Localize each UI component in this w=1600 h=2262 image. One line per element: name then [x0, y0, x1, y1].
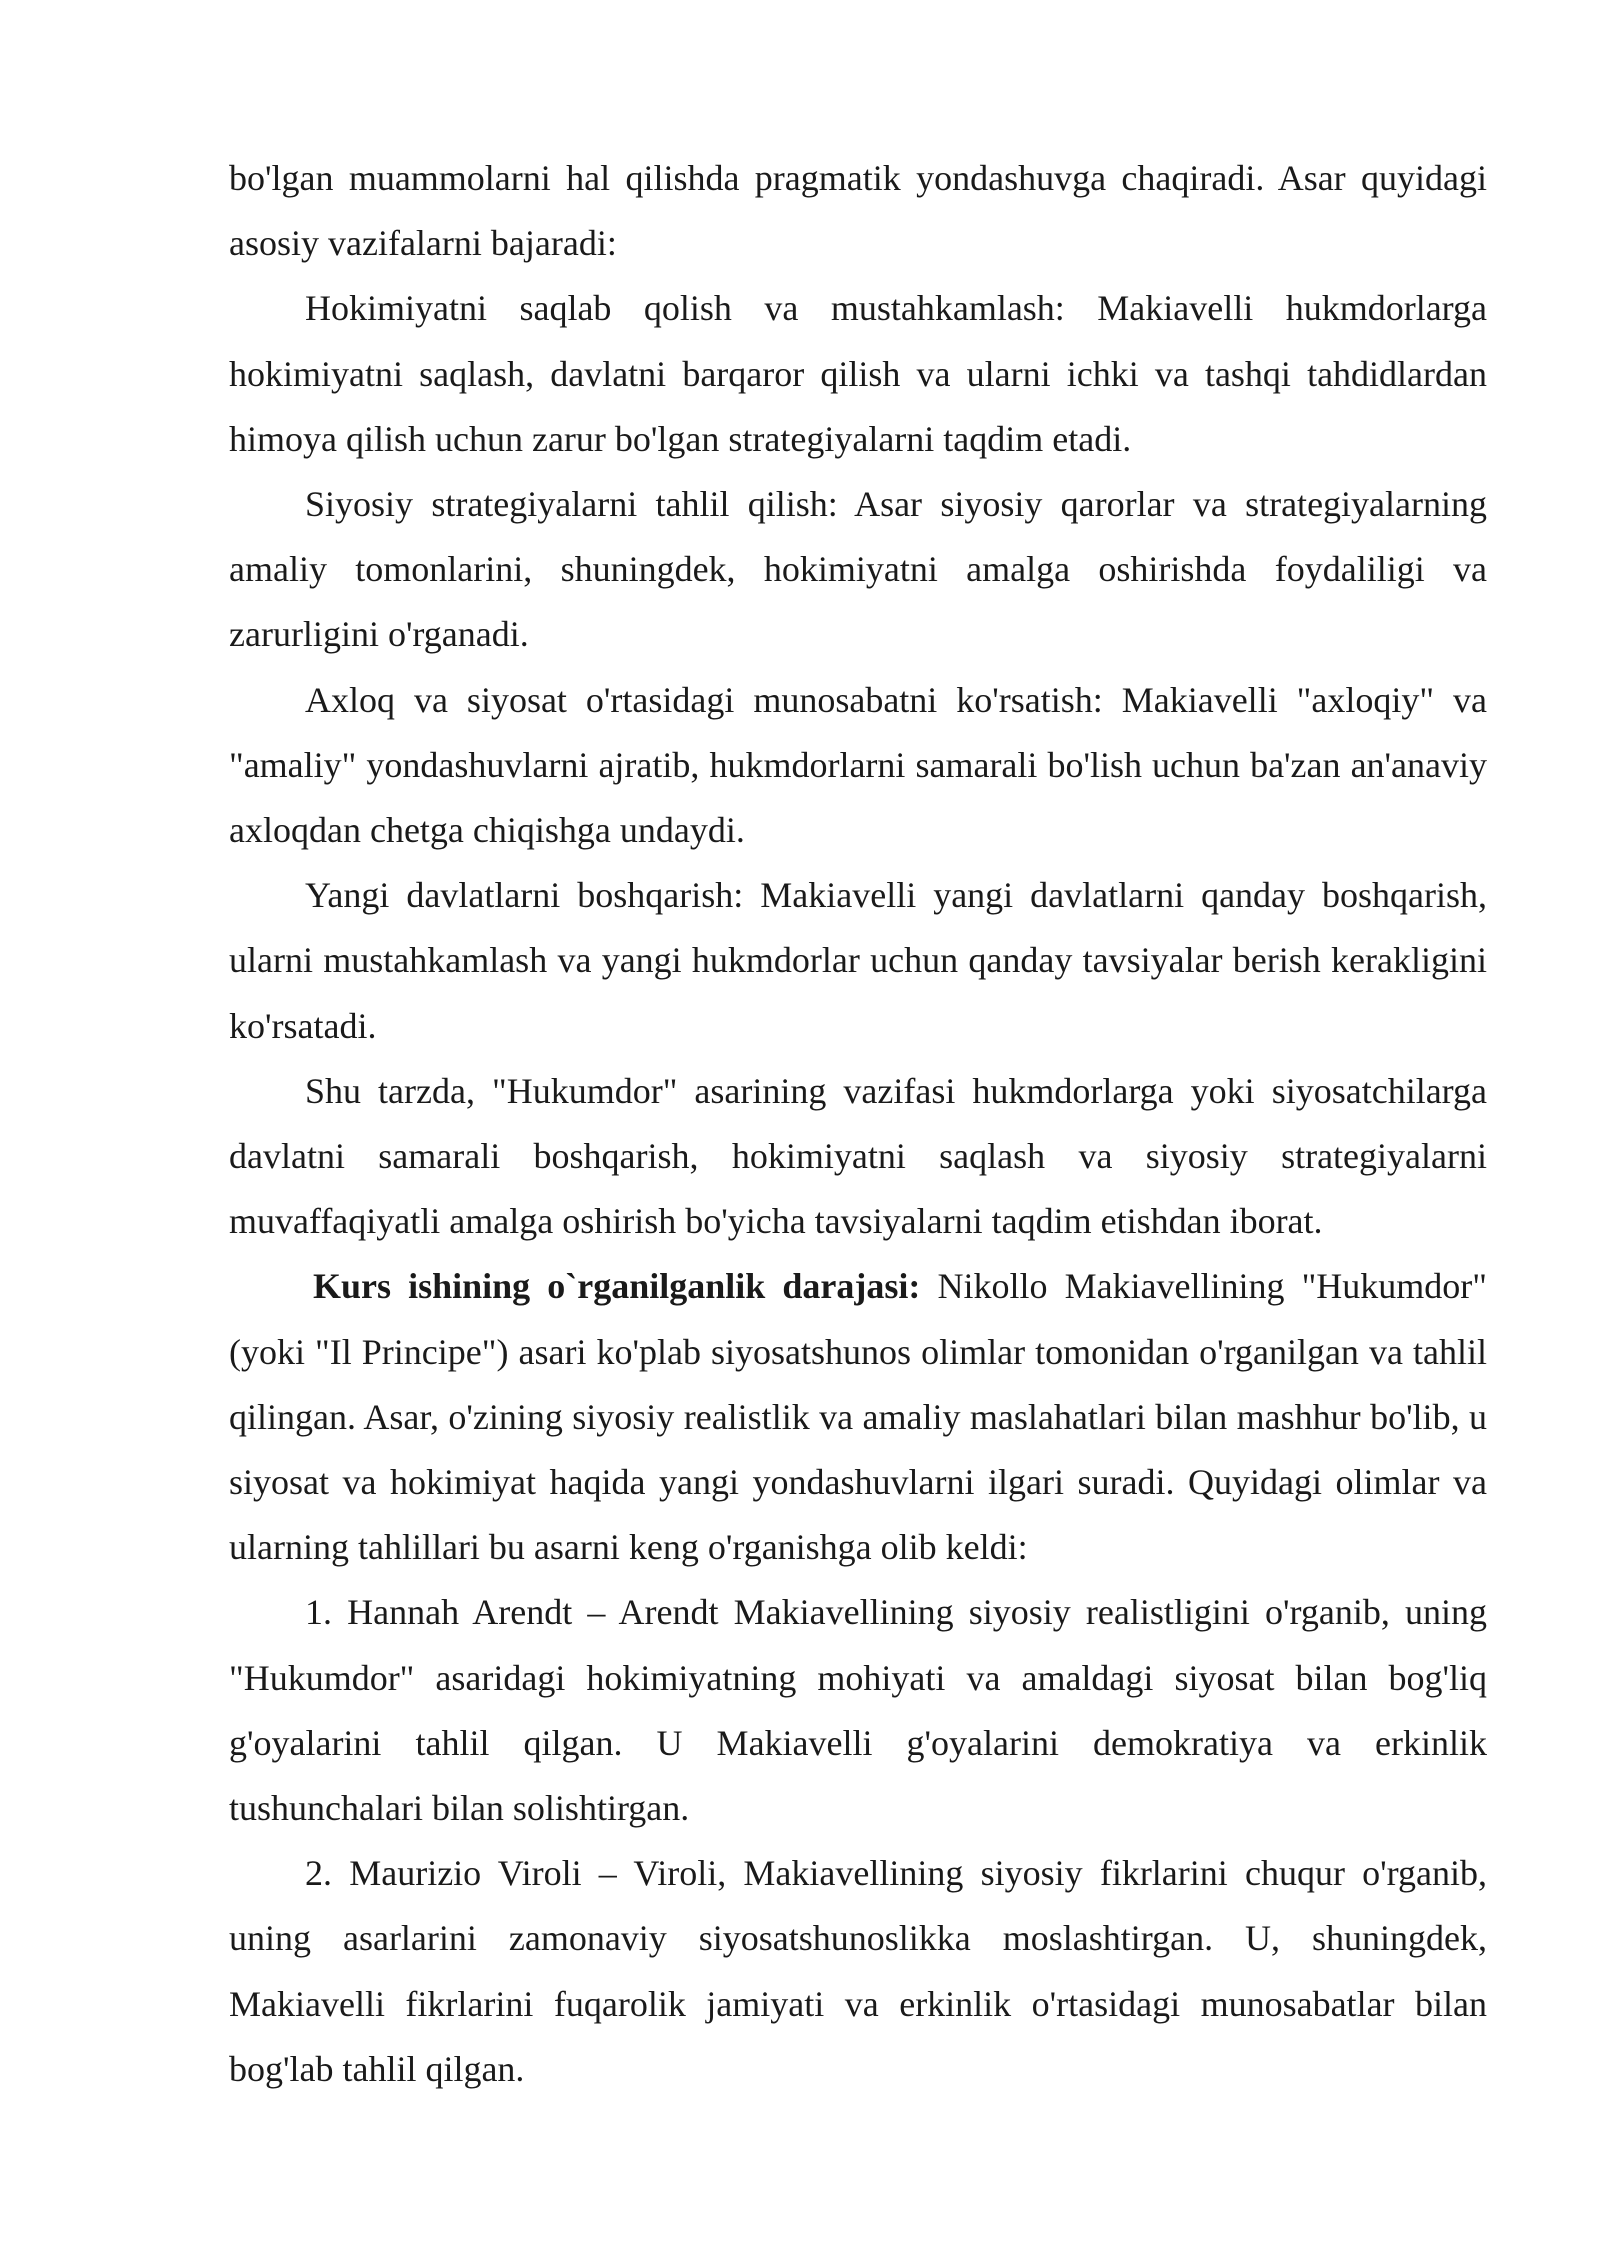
research-level-text: Nikollo Makiavellining "Hukumdor" (yoki "Il Principe") asari ko'plab siyosatshunos olimlar tomonidan o'rganilgan va tahlil qilingan. Asar, o'zining siyosiy realistlik va amaliy maslahatlari bilan mashhur bo'lib, u siyosat va hokimiyat haqida yangi yondashuvlarni ilgari suradi. Quyidagi olimlar va ularning tahlillari bu asarni keng o'rganishga olib keldi:	[229, 1266, 1487, 1568]
paragraph-task-new-states: Yangi davlatlarni boshqarish: Makiavelli yangi davlatlarni qanday boshqarish, ularni mustahkamlash va yangi hukmdorlar uchun qanday tavsiyalar berish kerakligini ko'rsatadi.	[229, 875, 1487, 1046]
document-page	[229, 146, 1487, 2102]
paragraph-summary: Shu tarzda, "Hukumdor" asarining vazifasi hukmdorlarga yoki siyosatchilarga davlatni samarali boshqarish, hokimiyatni saqlash va siyosiy strategiyalarni muvaffaqiyatli amalga oshirish bo'yicha tavsiyalarni taqdim etishdan iborat.	[229, 1070, 1487, 1242]
paragraph-research-level	[229, 1254, 1487, 1580]
list-item-arendt: 1. Hannah Arendt – Arendt Makiavellining siyosiy realistligini o'rganib, uning "Hukumdor" asaridagi hokimiyatning mohiyati va amaldagi siyosat bilan bog'liq g'oyalarini tahlil qilgan. U Makiavelli g'oyalarini demokratiya va erkinlik tushunchalari bilan solishtirgan.	[229, 1592, 1487, 1829]
paragraph-task-ethics-politics: Axloq va siyosat o'rtasidagi munosabatni ko'rsatish: Makiavelli "axloqiy" va "amaliy" yondashuvlarni ajratib, hukmdorlarni samarali bo'lish uchun ba'zan an'anaviy axloqdan chetga chiqishga undaydi.	[229, 679, 1487, 851]
paragraph-intro-continuation: bo'lgan muammolarni hal qilishda pragmatik yondashuvga chaqiradi. Asar quyidagi asosiy vazifalarni bajaradi:	[229, 158, 1487, 264]
list-item-viroli: 2. Maurizio Viroli – Viroli, Makiavellining siyosiy fikrlarini chuqur o'rganib, uning asarlarini zamonaviy siyosatshunoslikka moslashtirgan. U, shuningdek, Makiavelli fikrlarini fuqarolik jamiyati va erkinlik o'rtasidagi munosabatlar bilan bog'lab tahlil qilgan.	[229, 1853, 1487, 2089]
paragraph-task-strategy-analysis: Siyosiy strategiyalarni tahlil qilish: Asar siyosiy qarorlar va strategiyalarning amaliy tomonlarini, shuningdek, hokimiyatni amalga oshirishda foydaliligi va zarurligini o'rganadi.	[229, 484, 1487, 655]
research-level-heading: Kurs ishining o`rganilganlik darajasi:	[313, 1266, 921, 1307]
paragraph-task-power-preservation: Hokimiyatni saqlab qolish va mustahkamlash: Makiavelli hukmdorlarga hokimiyatni saqlash, davlatni barqaror qilish va ularni ichki va tashqi tahdidlardan himoya qilish uchun zarur bo'lgan strategiyalarni taqdim etadi.	[229, 288, 1487, 459]
